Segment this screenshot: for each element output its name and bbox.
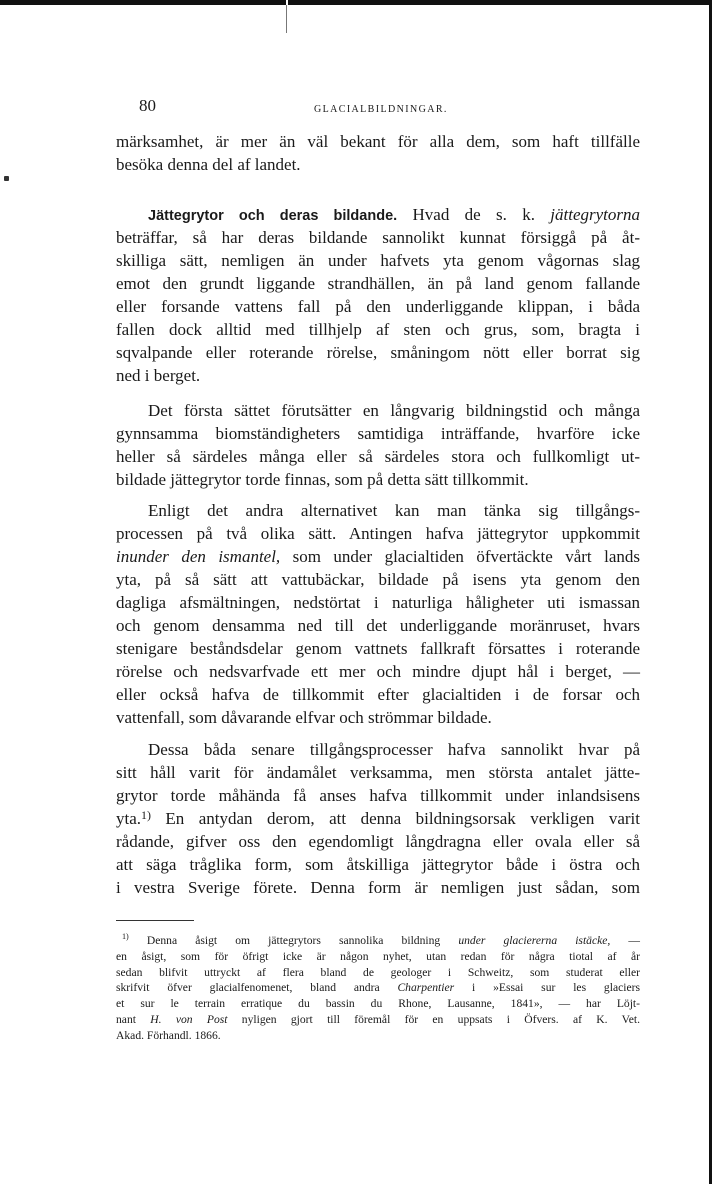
italic-term: Charpentier: [397, 981, 455, 995]
italic-term: under glaciererna istäcke,: [458, 934, 611, 947]
footnote-line: Akad. Förhandl. 1866.: [116, 1028, 221, 1042]
paragraph-3: [116, 499, 640, 729]
page-number: 80: [139, 96, 156, 115]
text-line: dagliga afsmältningen, nedstörtat i naturliga håligheter uti ismassan: [116, 593, 640, 612]
text-line: grytor torde måhända få anses hafva tillkommit under inlandsisens: [116, 786, 640, 805]
text-line: emot den grundt liggande strandhällen, än på land genom fallande: [116, 274, 640, 293]
italic-term: inunder den ismantel,: [116, 547, 281, 566]
text-line: processen på två olika sätt. Antingen hafva jättegrytor uppkommit: [116, 524, 640, 543]
text-line: sqvalpande eller roterande rörelse, småningom nött eller borrat sig: [116, 343, 640, 362]
paragraph-2: [116, 399, 640, 491]
footnote-marker: 1): [122, 932, 129, 941]
text-line: fallen dock alltid med tillhjelp af sten och grus, som, bragta i: [116, 320, 640, 339]
text-line: Dessa båda senare tillgångsprocesser hafva sannolikt hvar på: [148, 740, 640, 759]
italic-term: H. von Post: [150, 1012, 228, 1026]
footnote-line: et sur le terrain erratique du bassin du Rhone, Lausanne, 1841», — har Löjt-: [116, 997, 640, 1011]
text-line: besöka denna del af landet.: [116, 155, 301, 174]
top-border: [0, 0, 712, 5]
text-line: skilliga sätt, nemligen än under hafvets yta genom vågornas slag: [116, 251, 640, 270]
text-line: yta, på så sätt att vattubäckar, bildade på isens yta genom den: [116, 570, 640, 589]
text-line: beträffar, så har deras bildande sannolikt kunnat försiggå på åt-: [116, 228, 640, 247]
text-line: sitt håll varit för ändamålet verksamma, men största antalet jätte-: [116, 763, 640, 782]
text-line: rörelse och nedsvarfvade ett mer och mindre djupt hål i berget, —: [116, 662, 640, 681]
text-run: nyligen gjort till föremål för en uppsats i Öfvers. af K. Vet.: [227, 1012, 641, 1026]
footnote-line: en åsigt, som för öfrigt icke är någon nyhet, utan redan för några tiotal af år: [116, 949, 640, 963]
text-line: eller också hafva de tillkommit efter glacialtiden i de forsar och: [116, 685, 640, 704]
gutter-tick-mark: [286, 5, 287, 33]
text-line: heller så särdeles många eller så särdeles stora och fullkomligt ut-: [116, 447, 640, 466]
running-head: GLACIALBILDNINGAR.: [314, 104, 448, 115]
text-line: i vestra Sverige förete. Denna form är nemligen just sådan, som: [116, 878, 640, 897]
footnote-separator: [116, 920, 194, 921]
footnote-line: [116, 980, 640, 996]
text-line: gynnsamma biomständigheters samtidiga inträffande, hvarföre icke: [116, 424, 640, 443]
paragraph-4: [116, 738, 640, 899]
text-line: [116, 203, 640, 226]
section-heading: Jättegrytor och deras bildande.: [148, 208, 398, 224]
text-run: Denna åsigt om jättegrytors sannolika bildning: [128, 934, 441, 947]
text-line: rådande, gifver oss den egendomligt långdragna eller ovala eller så: [116, 832, 640, 851]
text-run: Hvad de s. k.: [412, 205, 535, 224]
text-run: skrifvit öfver glacialfenomenet, bland andra: [116, 981, 380, 995]
footnote: [116, 933, 640, 1044]
paragraph-1: [116, 203, 640, 387]
text-run: En antydan derom, att denna bildningsorsak verkligen varit: [150, 809, 640, 828]
margin-speck: [4, 176, 9, 181]
text-run: nant: [116, 1012, 136, 1026]
footnote-line: sedan blifvit uttryckt af flera bland de geologer i Schweitz, som studerat eller: [116, 965, 640, 979]
italic-term: jättegrytorna: [550, 205, 641, 224]
text-line: att säga tråglika form, som åtskilliga jättegrytor både i östra och: [116, 855, 640, 874]
text-line: och genom densamma ned till det underliggande moränruset, hvars: [116, 616, 640, 635]
text-line: bildade jättegrytor torde finnas, som på detta sätt tillkommit.: [116, 470, 529, 489]
footnote-reference: 1): [141, 808, 151, 822]
text-run: i »Essai sur les glaciers: [454, 981, 640, 995]
text-line: Det första sättet förutsätter en långvarig bildningstid och många: [148, 401, 640, 420]
text-line: Enligt det andra alternativet kan man tänka sig tillgångs-: [148, 501, 640, 520]
text-run: —: [610, 934, 641, 947]
text-line: stenigare beståndsdelar genom vattnets fallkraft försattes i roterande: [116, 639, 640, 658]
text-line: [116, 545, 640, 568]
text-line: märksamhet, är mer än väl bekant för alla dem, som haft tillfälle: [116, 132, 640, 151]
text-line: [116, 807, 640, 830]
text-line: eller forsande vattens fall på den underliggande klippan, i båda: [116, 297, 640, 316]
footnote-line: [116, 1012, 640, 1028]
carry-over-paragraph: [116, 130, 640, 176]
text-line: ned i berget.: [116, 366, 201, 385]
text-run: yta.: [116, 809, 142, 828]
text-run: som under glacialtiden öfvertäckte vårt lands: [292, 547, 640, 566]
text-line: vattenfall, som dåvarande elfvar och strömmar bildade.: [116, 708, 492, 727]
footnote-line: [116, 933, 640, 949]
